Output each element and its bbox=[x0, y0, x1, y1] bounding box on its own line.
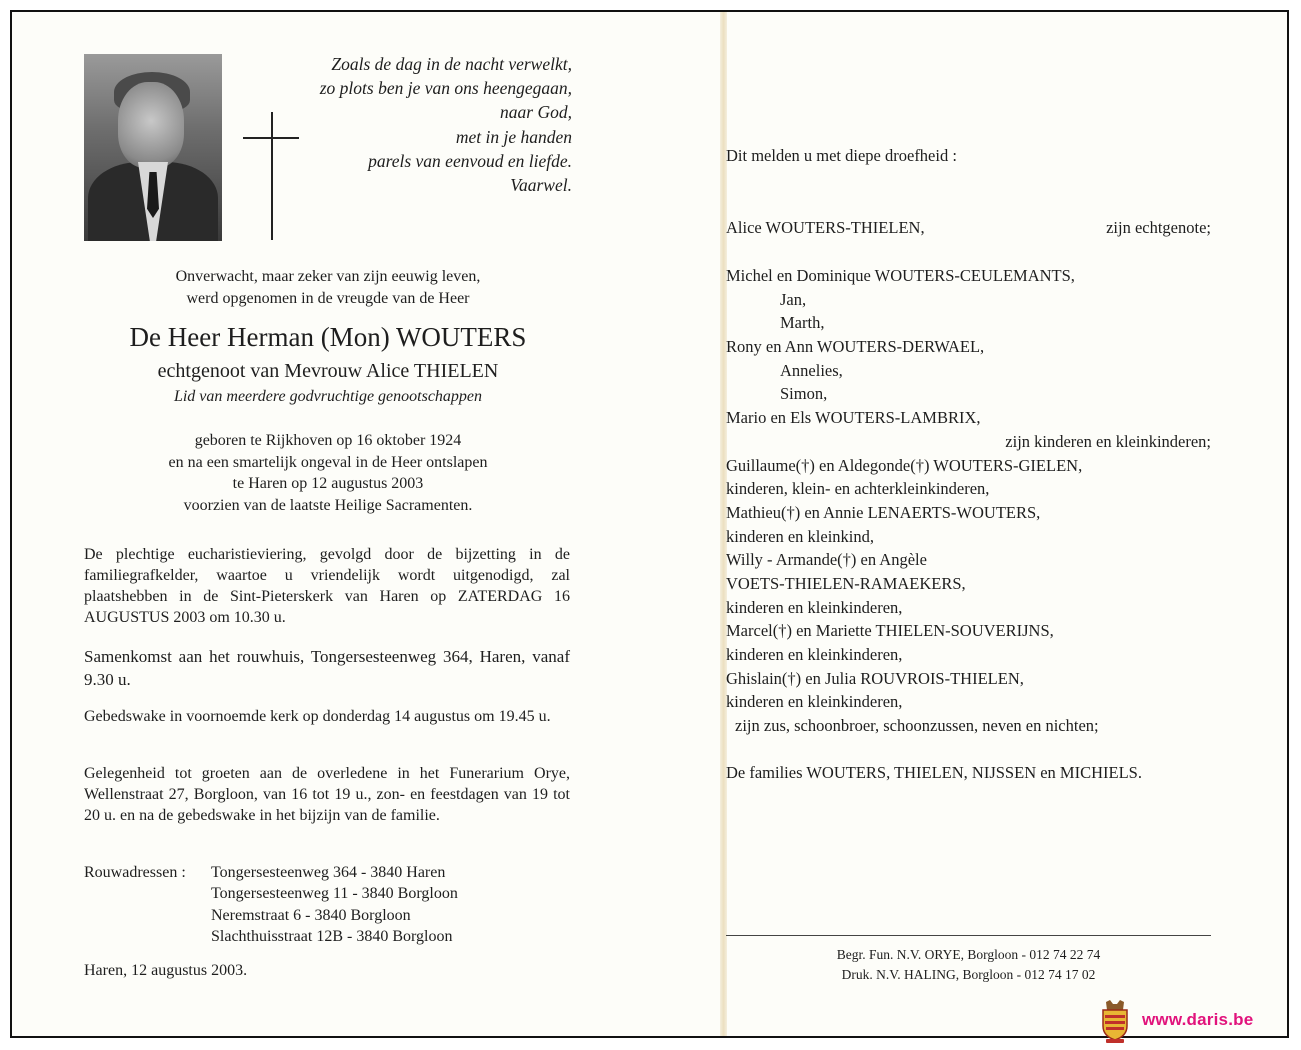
gathering-paragraph: Samenkomst aan het rouwhuis, Tongersesteenweg 364, Haren, vanaf 9.30 u. bbox=[84, 647, 570, 689]
credit-line: Begr. Fun. N.V. ORYE, Borgloon - 012 74 22 74 bbox=[836, 947, 1101, 962]
family-line: Willy - Armande(†) en Angèle bbox=[726, 550, 927, 570]
portrait-photo bbox=[84, 54, 222, 241]
address-line: Neremstraat 6 - 3840 Borgloon bbox=[211, 906, 411, 924]
address-line: Tongersesteenweg 11 - 3840 Borgloon bbox=[211, 885, 458, 903]
visitation-paragraph: Gelegenheid tot groeten aan de overledene in het Funerarium Orye, Wellenstraat 27, Borgloon, van 16 tot 19 u., zon- en feestdagen van 19 tot 20 u. en na de gebedswake in het bijzijn van de familie. bbox=[84, 765, 570, 824]
family-line: Rony en Ann WOUTERS-DERWAEL, bbox=[726, 337, 985, 357]
widow-line bbox=[726, 218, 1214, 238]
birth-death-info bbox=[84, 430, 572, 516]
family-list bbox=[726, 264, 1214, 738]
poem-line: met in je handen bbox=[455, 126, 572, 147]
family-line: Michel en Dominique WOUTERS-CEULEMANTS, bbox=[726, 266, 1075, 285]
family-line: Mario en Els WOUTERS-LAMBRIX, bbox=[726, 408, 981, 428]
family-line: kinderen en kleinkinderen, bbox=[726, 692, 903, 712]
families-line: De families WOUTERS, THIELEN, NIJSSEN en MICHIELS. bbox=[726, 763, 1142, 782]
intro-line: werd opgenomen in de vreugde van de Heer bbox=[186, 290, 470, 307]
poem-line: Vaarwel. bbox=[510, 175, 572, 196]
family-line: Simon, bbox=[780, 384, 828, 404]
family-line: Annelies, bbox=[780, 360, 843, 380]
addresses-label: Rouwadressen : bbox=[84, 864, 186, 881]
divider bbox=[726, 935, 1211, 936]
funeral-service-paragraph: De plechtige eucharistieviering, gevolgd door de bijzetting in de familiegrafkelder, waartoe u vriendelijk wordt uitgenodigd, zal plaatshebben in de Sint-Pieterskerk van Haren op ZATERDAG 16 AUGUSTUS 2003 om 10.30 u. bbox=[84, 546, 570, 626]
address-line: Slachthuisstraat 12B - 3840 Borgloon bbox=[211, 927, 453, 945]
family-line: kinderen en kleinkind, bbox=[726, 526, 875, 546]
address-line: Tongersesteenweg 364 - 3840 Haren bbox=[211, 864, 446, 881]
family-line: kinderen, klein- en achterkleinkinderen, bbox=[726, 479, 990, 499]
family-line: VOETS-THIELEN-RAMAEKERS, bbox=[726, 573, 966, 593]
born-line: voorzien van de laatste Heilige Sacramenten. bbox=[183, 496, 473, 514]
family-line: kinderen en kleinkinderen, bbox=[726, 645, 903, 664]
family-line: zijn kinderen en kleinkinderen; bbox=[1005, 431, 1211, 451]
widow-name: Alice WOUTERS-THIELEN, bbox=[726, 218, 925, 237]
family-line: Marcel(†) en Mariette THIELEN-SOUVERIJNS, bbox=[726, 621, 1054, 641]
announcement: Dit melden u met diepe droefheid : bbox=[726, 146, 957, 165]
widow-relation: zijn echtgenote; bbox=[1106, 218, 1211, 237]
vigil-paragraph: Gebedswake in voornoemde kerk op donderdag 14 augustus om 19.45 u. bbox=[84, 708, 551, 725]
family-line: Marth, bbox=[780, 313, 825, 333]
poem-line: Zoals de dag in de nacht verwelkt, bbox=[331, 54, 572, 74]
credits bbox=[726, 945, 1211, 985]
credit-line: Druk. N.V. HALING, Borgloon - 012 74 17 02 bbox=[841, 967, 1096, 982]
poem bbox=[250, 52, 572, 197]
family-line: Ghislain(†) en Julia ROUVROIS-THIELEN, bbox=[726, 668, 1024, 688]
watermark-url: www.daris.be bbox=[1142, 1010, 1254, 1029]
spouse-line: echtgenoot van Mevrouw Alice THIELEN bbox=[157, 360, 499, 382]
family-line: Mathieu(†) en Annie LENAERTS-WOUTERS, bbox=[726, 502, 1041, 522]
family-line: Guillaume(†) en Aldegonde(†) WOUTERS-GIELEN, bbox=[726, 455, 1083, 475]
intro bbox=[84, 266, 572, 310]
born-line: te Haren op 12 augustus 2003 bbox=[232, 475, 424, 492]
intro-line: Onverwacht, maar zeker van zijn eeuwig leven, bbox=[175, 268, 481, 285]
born-line: en na een smartelijk ongeval in de Heer ontslapen bbox=[168, 453, 488, 471]
family-line: Jan, bbox=[780, 289, 807, 309]
deceased-name: De Heer Herman (Mon) WOUTERS bbox=[129, 322, 527, 352]
crest-logo-icon bbox=[1100, 998, 1130, 1044]
membership-line: Lid van meerdere godvruchtige genootschappen bbox=[173, 388, 483, 405]
family-line: kinderen en kleinkinderen, bbox=[726, 597, 903, 617]
born-line: geboren te Rijkhoven op 16 oktober 1924 bbox=[194, 432, 462, 449]
family-line: zijn zus, schoonbroer, schoonzussen, neven en nichten; bbox=[735, 716, 1099, 736]
poem-line: zo plots ben je van ons heengegaan, bbox=[319, 78, 572, 99]
poem-line: naar God, bbox=[500, 102, 572, 123]
dateline: Haren, 12 augustus 2003. bbox=[84, 962, 248, 979]
poem-line: parels van eenvoud en liefde. bbox=[368, 150, 572, 171]
